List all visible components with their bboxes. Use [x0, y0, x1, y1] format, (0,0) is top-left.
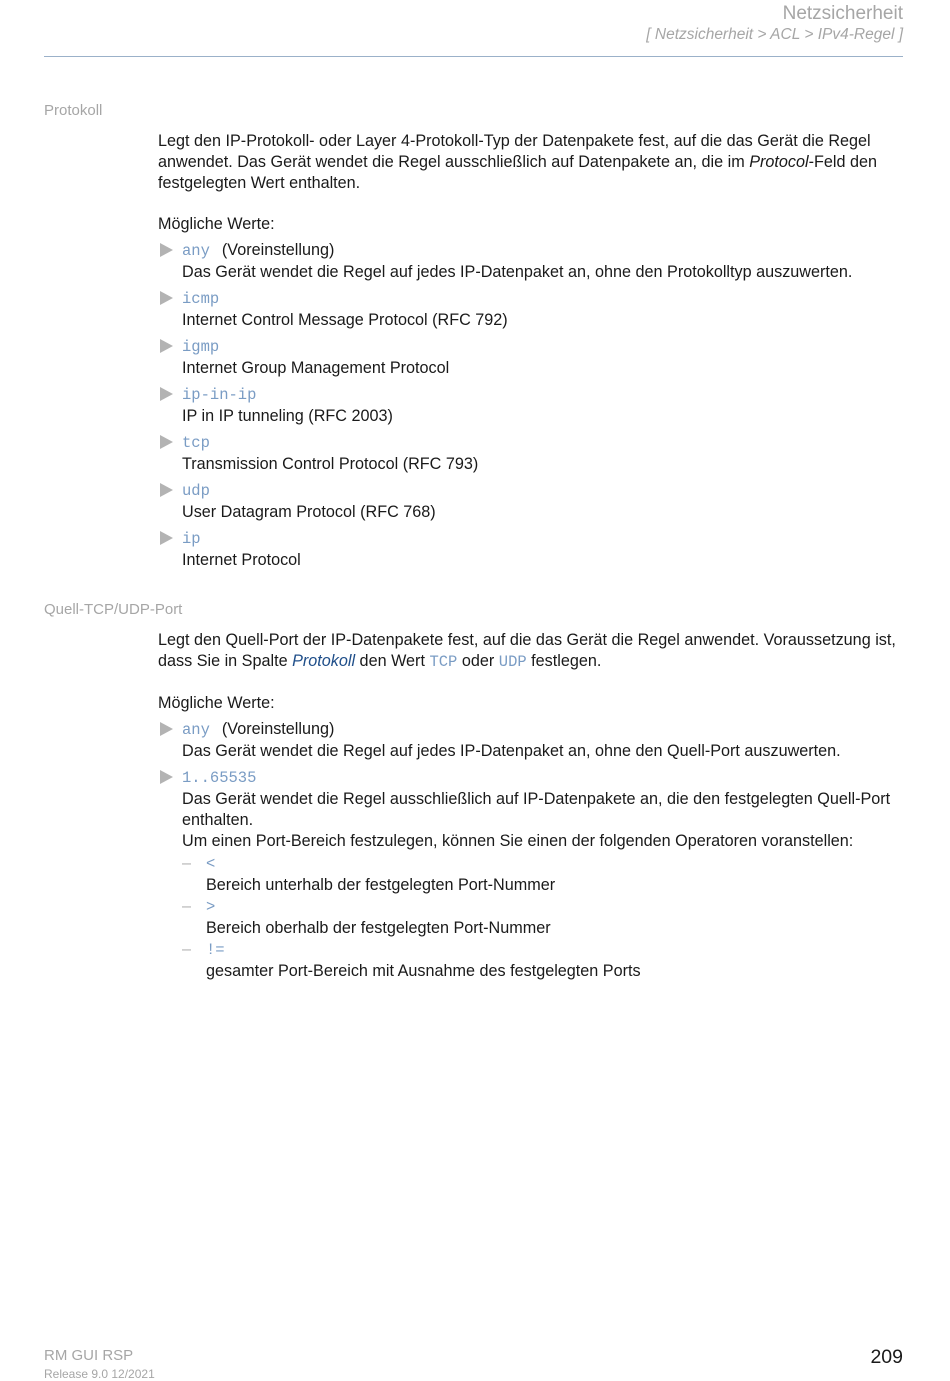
dash-bullet: –: [182, 854, 192, 872]
triangle-bullet-icon: [160, 531, 173, 545]
operator-list: [182, 853, 906, 982]
value-code: any: [182, 721, 210, 739]
possible-values-heading: Mögliche Werte:: [158, 215, 275, 233]
triangle-bullet-icon: [160, 291, 173, 305]
value-description: User Datagram Protocol (RFC 768): [182, 503, 436, 521]
list-item: [158, 480, 906, 523]
triangle-bullet-icon: [160, 435, 173, 449]
value-description: IP in IP tunneling (RFC 2003): [182, 407, 393, 425]
value-description: Das Gerät wendet die Regel auf jedes IP-Datenpaket an, ohne den Quell-Port auszuwerten.: [182, 742, 841, 760]
value-description: Internet Group Management Protocol: [182, 359, 450, 377]
possible-values-heading: Mögliche Werte:: [158, 694, 275, 712]
value-description: Internet Protocol: [182, 551, 301, 569]
footer-doc-name: RM GUI RSP: [44, 1347, 134, 1364]
value-description: Internet Control Message Protocol (RFC 792): [182, 311, 508, 329]
value-description: Das Gerät wendet die Regel ausschließlich auf IP-Datenpakete an, die den festgelegten Quell-Port enthalten.: [182, 790, 891, 829]
value-description: Transmission Control Protocol (RFC 793): [182, 455, 479, 473]
breadcrumb: [ Netzsicherheit > ACL > IPv4-Regel ]: [646, 26, 903, 43]
value-note: (Voreinstellung): [221, 720, 335, 738]
value-description: Das Gerät wendet die Regel auf jedes IP-Datenpaket an, ohne den Protokolltyp auszuwerten.: [182, 263, 853, 281]
section-protokoll: [158, 131, 906, 576]
dash-bullet: –: [182, 897, 192, 915]
header-rule: [44, 56, 903, 57]
value-code: igmp: [182, 338, 220, 356]
triangle-bullet-icon: [160, 339, 173, 353]
value-code: udp: [182, 482, 210, 500]
triangle-bullet-icon: [160, 387, 173, 401]
footer-release: Release 9.0 12/2021: [44, 1367, 155, 1381]
section-label-protokoll: Protokoll: [44, 102, 103, 119]
quell-port-values-list: [158, 719, 906, 982]
operator-code: <: [206, 855, 216, 873]
triangle-bullet-icon: [160, 722, 173, 736]
operator-item: [182, 896, 906, 939]
dash-bullet: –: [182, 940, 192, 958]
section-label-quell-port: Quell-TCP/UDP-Port: [44, 601, 183, 618]
operator-description: gesamter Port-Bereich mit Ausnahme des festgelegten Ports: [206, 962, 641, 980]
triangle-bullet-icon: [160, 483, 173, 497]
protokoll-link[interactable]: Protokoll: [292, 652, 356, 670]
value-code: tcp: [182, 434, 210, 452]
value-code: icmp: [182, 290, 220, 308]
list-item: [158, 528, 906, 571]
list-item: [158, 719, 906, 762]
value-code: ip-in-ip: [182, 386, 257, 404]
operator-description: Bereich unterhalb der festgelegten Port-Nummer: [206, 876, 556, 894]
value-description-operators: Um einen Port-Bereich festzulegen, können Sie einen der folgenden Operatoren voranstellen:: [182, 832, 854, 850]
list-item: [158, 240, 906, 283]
value-code: any: [182, 242, 210, 260]
header-title: Netzsicherheit: [782, 3, 903, 24]
list-item: [158, 288, 906, 331]
value-code: 1..65535: [182, 769, 257, 787]
operator-description: Bereich oberhalb der festgelegten Port-Nummer: [206, 919, 551, 937]
list-item: [158, 336, 906, 379]
section-quell-port: [158, 630, 906, 987]
protokoll-values-list: [158, 240, 906, 571]
operator-code: >: [206, 898, 216, 916]
operator-item: [182, 939, 906, 982]
triangle-bullet-icon: [160, 243, 173, 257]
list-item: [158, 384, 906, 427]
list-item: [158, 432, 906, 475]
operator-item: [182, 853, 906, 896]
value-note: (Voreinstellung): [221, 241, 335, 259]
operator-code: !=: [206, 941, 225, 959]
list-item: [158, 767, 906, 982]
protokoll-description: Legt den IP-Protokoll- oder Layer 4-Protokoll-Typ der Datenpakete fest, auf die das Gerät die Regel anwendet. Das Gerät wendet die Regel ausschließlich auf Datenpakete an, die im Protocol-Feld den festgelegten Wert enthalten.: [158, 132, 877, 192]
quell-port-description: Legt den Quell-Port der IP-Datenpakete fest, auf die das Gerät die Regel anwendet. Voraussetzung ist, dass Sie in Spalte Protokoll den Wert TCP oder UDP festlegen.: [158, 631, 896, 671]
page-number: 209: [870, 1346, 903, 1368]
triangle-bullet-icon: [160, 770, 173, 784]
value-code: ip: [182, 530, 201, 548]
